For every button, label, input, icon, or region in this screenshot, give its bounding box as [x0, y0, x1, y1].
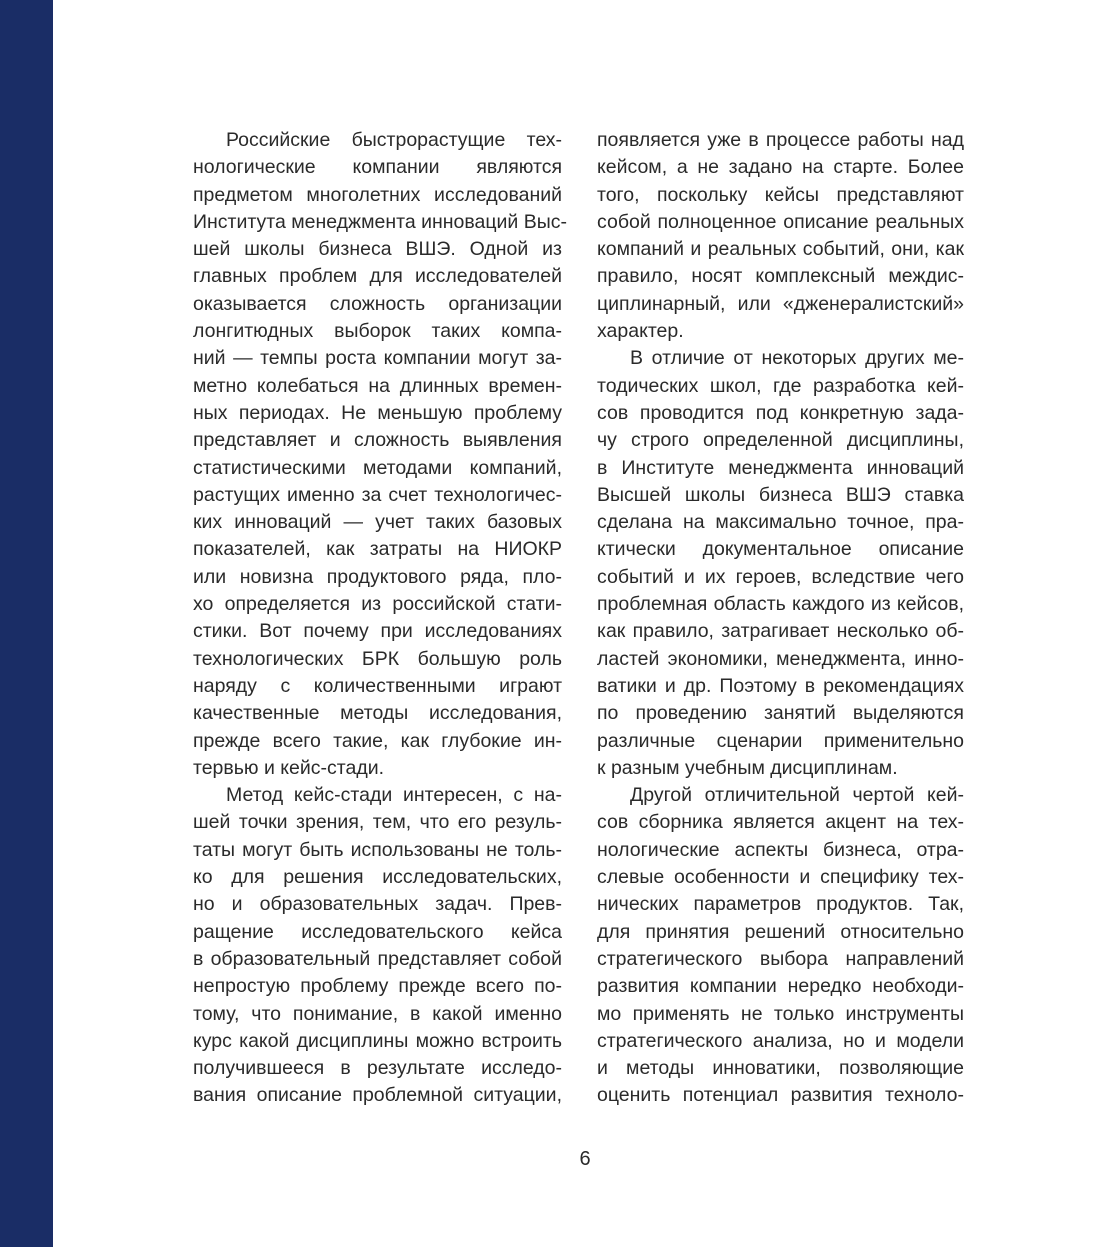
text-line: шей школы бизнеса ВШЭ. Одной из: [193, 238, 562, 261]
text-line: нологические компании являются: [193, 156, 562, 179]
text-line: ктически документальное описание: [597, 538, 964, 561]
text-line: ких инноваций — учет таких базовых: [193, 511, 562, 534]
text-line: таты могут быть использованы не толь-: [193, 838, 562, 861]
text-line: растущих именно за счет технологичес-: [193, 483, 562, 506]
text-line: тодических школ, где разработка кей-: [597, 374, 964, 397]
text-line: Российские быстрорастущие тех-: [226, 129, 562, 151]
text-line: или новизна продуктового ряда, пло-: [193, 565, 562, 588]
text-line: В отличие от некоторых других ме-: [630, 347, 964, 370]
text-line: Другой отличительной чертой кей-: [630, 784, 964, 807]
text-line: представляет и сложность выявления: [193, 429, 562, 452]
text-line: непростую проблему прежде всего по-: [193, 975, 562, 998]
text-line: чу строго определенной дисциплины,: [597, 429, 964, 452]
text-line: появляется уже в процессе работы над: [597, 129, 964, 151]
text-line: сов проводится под конкретную зада-: [597, 401, 964, 424]
text-line: правило, носят комплексный междис-: [597, 265, 964, 288]
text-line: ращение исследовательского кейса: [193, 920, 562, 943]
left-text-column: [193, 127, 567, 1110]
text-line: проблемная область каждого из кейсов,: [597, 593, 964, 616]
text-line: стратегического выбора направлений: [597, 947, 964, 970]
text-line: показателей, как затраты на НИОКР: [193, 538, 562, 561]
text-line: ний — темпы роста компании могут за-: [193, 347, 562, 370]
text-line: стики. Вот почему при исследованиях: [193, 620, 562, 643]
text-line: получившееся в результате исследо-: [193, 1057, 562, 1080]
text-line: слевые особенности и специфику тех-: [597, 866, 964, 889]
text-line: статистическими методами компаний,: [193, 456, 562, 479]
text-line: предметом многолетних исследований: [193, 183, 562, 206]
text-line: наряду с количественными играют: [193, 674, 562, 697]
text-line: качественные методы исследования,: [193, 702, 562, 725]
text-line: сов сборника является акцент на тех-: [597, 811, 964, 834]
text-line: компаний и реальных событий, они, как: [597, 238, 964, 261]
text-line: развития компании нередко необходи-: [597, 975, 964, 998]
text-line: характер.: [597, 320, 684, 343]
text-line: циплинарный, или «дженералистский»: [597, 292, 964, 315]
text-line: Метод кейс-стади интересен, с на-: [226, 784, 562, 807]
text-line: Института менеджмента инноваций Выс-: [193, 210, 567, 233]
text-line: лонгитюдных выборок таких компа-: [193, 320, 562, 343]
text-line: кейсом, а не задано на старте. Более: [597, 156, 964, 179]
text-line: мо применять не только инструменты: [597, 1002, 964, 1025]
text-line: нических параметров продуктов. Так,: [597, 893, 964, 916]
text-line: сделана на максимально точное, пра-: [597, 511, 964, 534]
text-line: как правило, затрагивает несколько об-: [597, 620, 964, 643]
text-line: оценить потенциал развития техноло-: [597, 1084, 964, 1107]
text-line: к разным учебным дисциплинам.: [597, 756, 898, 779]
text-line: ко для решения исследовательских,: [193, 866, 562, 889]
text-line: прежде всего такие, как глубокие ин-: [193, 729, 562, 752]
text-line: курс какой дисциплины можно встроить: [193, 1029, 562, 1052]
text-line: и методы инноватики, позволяющие: [597, 1057, 964, 1080]
text-line: метно колебаться на длинных времен-: [193, 374, 562, 397]
text-line: ластей экономики, менеджмента, инно-: [597, 647, 964, 670]
text-line: но и образовательных задач. Прев-: [193, 893, 562, 916]
text-line: для принятия решений относительно: [597, 920, 964, 943]
text-line: Высшей школы бизнеса ВШЭ ставка: [597, 483, 964, 506]
text-line: по проведению занятий выделяются: [597, 702, 964, 725]
text-line: тому, что понимание, в какой именно: [193, 1002, 562, 1025]
text-line: стратегического анализа, но и модели: [597, 1029, 964, 1052]
page-number: 6: [579, 1148, 591, 1170]
text-line: ватики и др. Поэтому в рекомендациях: [597, 674, 964, 697]
text-line: событий и их героев, вследствие чего: [597, 565, 964, 588]
text-line: ных периодах. Не меньшую проблему: [193, 401, 562, 424]
text-line: хо определяется из российской стати-: [193, 593, 562, 616]
text-line: собой полноценное описание реальных: [597, 210, 964, 233]
text-line: в Институте менеджмента инноваций: [597, 456, 964, 479]
text-line: технологических БРК большую роль: [193, 647, 562, 670]
text-line: в образовательный представляет собой: [193, 947, 562, 970]
text-line: оказывается сложность организации: [193, 292, 562, 315]
right-text-column: [597, 127, 964, 1110]
book-spine-bar: [0, 0, 53, 1247]
text-line: различные сценарии применительно: [597, 729, 964, 752]
text-line: шей точки зрения, тем, что его резуль-: [193, 811, 562, 834]
text-line: нологические аспекты бизнеса, отра-: [597, 838, 964, 861]
text-line: тервью и кейс-стади.: [193, 756, 385, 779]
text-line: вания описание проблемной ситуации,: [193, 1084, 562, 1107]
text-line: главных проблем для исследователей: [193, 265, 562, 288]
text-line: того, поскольку кейсы представляют: [597, 183, 964, 206]
